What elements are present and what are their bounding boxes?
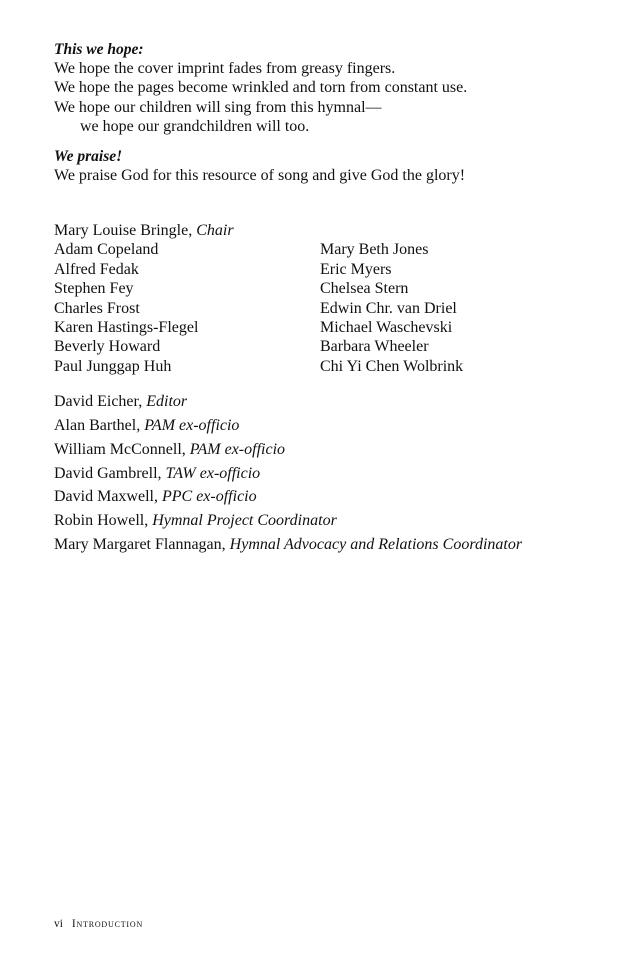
staff-entry xyxy=(54,438,614,462)
members-left-column xyxy=(54,240,320,376)
staff-entry xyxy=(54,533,614,557)
committee-list xyxy=(54,221,614,376)
staff-role: Hymnal Project Coordinator xyxy=(152,512,337,530)
member-name: Adam Copeland xyxy=(54,241,159,259)
staff-name: William McConnell, xyxy=(54,440,190,458)
committee-chair xyxy=(54,221,614,240)
staff-entry xyxy=(54,509,614,533)
staff-name: David Maxwell, xyxy=(54,488,162,506)
praise-line: We praise God for this resource of song and give God the glory! xyxy=(54,166,466,184)
staff-name: Robin Howell, xyxy=(54,512,153,530)
staff-entry xyxy=(54,462,614,486)
page-number: vi xyxy=(54,918,63,930)
running-section-title: Introduction xyxy=(71,918,144,930)
hope-heading: This we hope: xyxy=(54,41,144,58)
staff-name: David Gambrell, xyxy=(54,464,166,482)
member-name: Alfred Fedak xyxy=(54,260,139,278)
members-right-column xyxy=(320,240,463,376)
chair-name: Mary Louise Bringle, xyxy=(54,222,197,240)
staff-name: Mary Margaret Flannagan, xyxy=(54,536,230,554)
hope-line: We hope the cover imprint fades from greasy fingers. xyxy=(54,60,396,77)
staff-entry xyxy=(54,390,614,414)
praise-heading: We praise! xyxy=(54,147,123,165)
staff-role: PAM ex-officio xyxy=(144,417,240,435)
staff-list xyxy=(54,390,614,557)
member-name: Stephen Fey xyxy=(54,280,134,298)
member-name: Karen Hastings-Flegel xyxy=(54,319,199,337)
staff-role: PAM ex-officio xyxy=(189,440,286,458)
member-name: Edwin Chr. van Driel xyxy=(320,299,457,317)
member-name: Mary Beth Jones xyxy=(320,241,429,259)
member-name: Charles Frost xyxy=(54,299,140,317)
staff-role: TAW ex-officio xyxy=(165,464,261,482)
hope-line: We hope our children will sing from this hymnal— xyxy=(54,98,382,116)
staff-role: PPC ex-officio xyxy=(161,488,257,506)
staff-name: Alan Barthel, xyxy=(54,417,145,435)
member-name: Chelsea Stern xyxy=(320,280,409,298)
chair-role: Chair xyxy=(196,222,234,240)
member-name: Beverly Howard xyxy=(54,338,161,356)
member-name: Barbara Wheeler xyxy=(320,338,429,356)
member-name: Michael Waschevski xyxy=(320,319,453,337)
staff-role: Hymnal Advocacy and Relations Coordinator xyxy=(229,536,523,554)
page-body xyxy=(54,40,614,557)
member-name: Paul Junggap Huh xyxy=(54,357,172,375)
committee-members xyxy=(54,240,614,376)
hope-line: We hope the pages become wrinkled and torn from constant use. xyxy=(54,79,468,97)
staff-entry xyxy=(54,485,614,509)
hope-section xyxy=(54,40,614,137)
staff-role: Editor xyxy=(146,393,188,411)
hope-indented-line: we hope our grandchildren will too. xyxy=(80,118,310,136)
staff-entry xyxy=(54,414,614,438)
member-name: Chi Yi Chen Wolbrink xyxy=(320,357,464,375)
page-footer xyxy=(54,918,143,930)
member-name: Eric Myers xyxy=(320,260,392,278)
praise-section xyxy=(54,147,614,185)
staff-name: David Eicher, xyxy=(54,393,147,411)
